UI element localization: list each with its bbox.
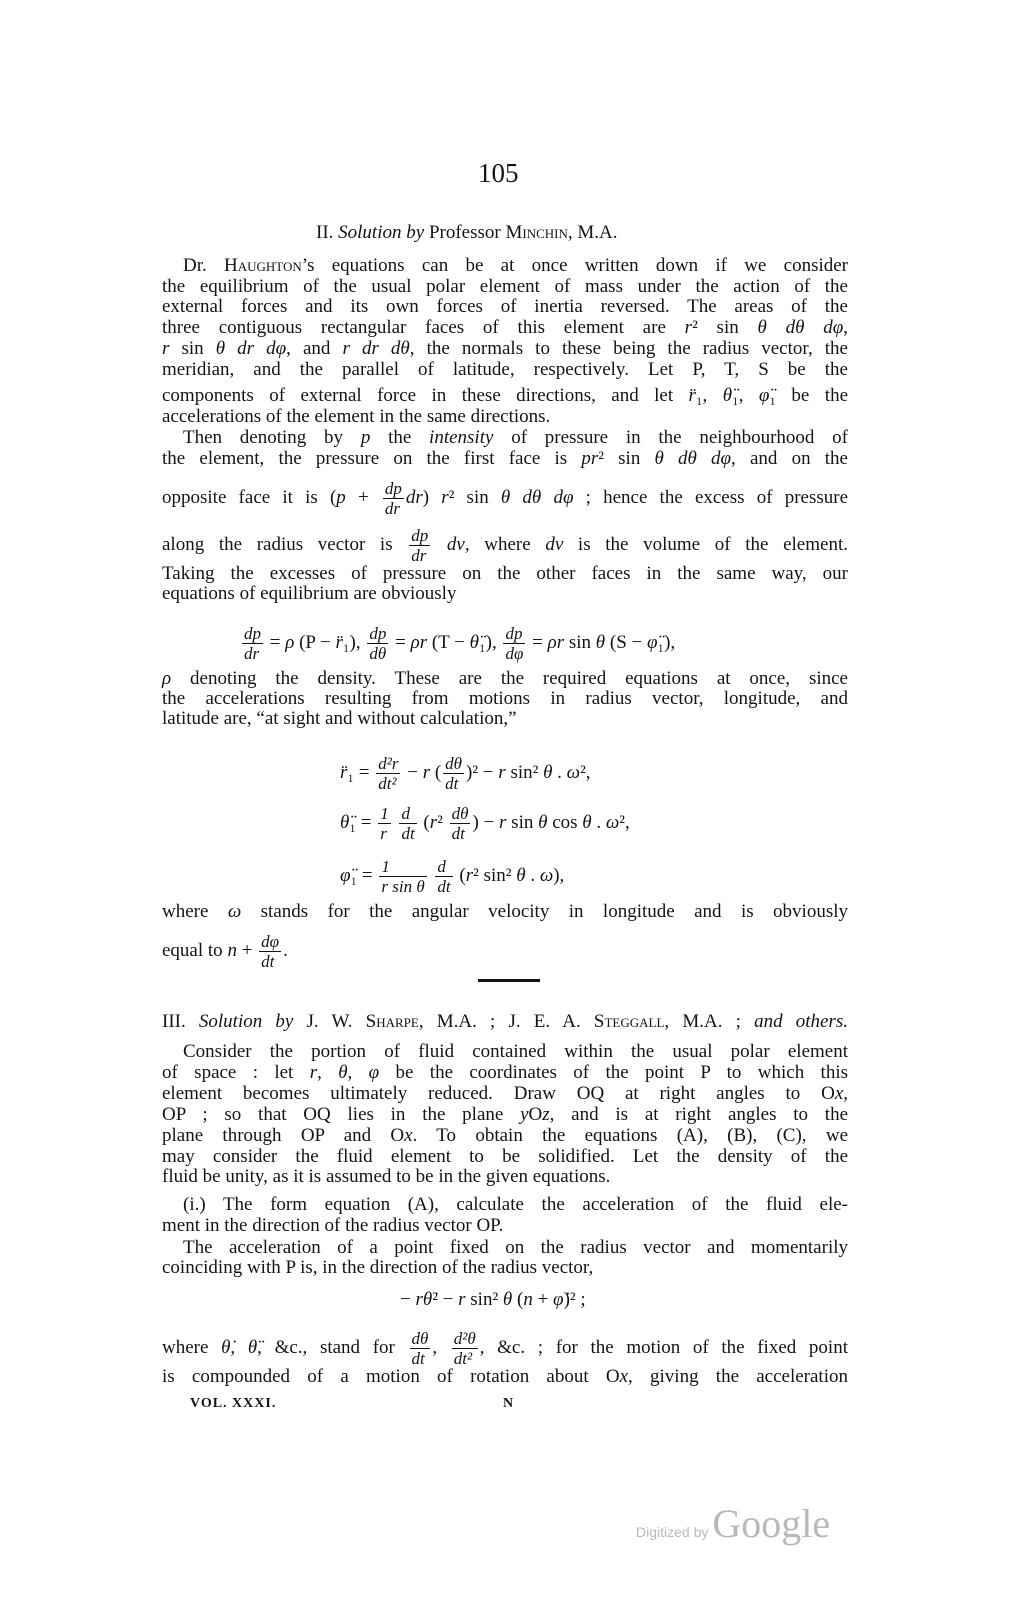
text-run: stands for the angular velocity in longitude and is obviously <box>241 901 848 922</box>
text-run: , &c. ; for the motion of the fixed point <box>479 1336 848 1358</box>
paragraph-line <box>183 255 848 277</box>
text-run: ² sin <box>692 317 758 338</box>
fraction <box>443 754 464 793</box>
text-run: ( <box>512 1289 524 1310</box>
paragraph-line <box>162 338 848 360</box>
text-run: (P − <box>294 631 336 653</box>
fraction <box>379 857 426 896</box>
paragraph-line <box>162 1366 848 1388</box>
italic-run: θ <box>538 811 548 833</box>
text-run: fluid be unity, as it is assumed to be in the given equations. <box>162 1166 611 1187</box>
text-run: ² <box>437 811 448 833</box>
italic-run: r̈ <box>688 385 696 406</box>
italic-run: Solution by <box>338 222 425 243</box>
italic-run: θ̇ <box>221 1336 231 1358</box>
paragraph-line <box>162 1166 848 1188</box>
text-run: ² − <box>432 1289 459 1310</box>
text-run: − <box>402 761 423 783</box>
text-run: ), <box>553 864 565 886</box>
fraction-numerator: d²r <box>378 754 399 773</box>
section-heading-iii <box>162 1011 848 1033</box>
fraction-numerator: d²θ <box>453 1329 476 1348</box>
text-run: (i.) The form equation (A), calculate the acceleration of the fluid ele- <box>183 1194 848 1215</box>
italic-run: ω <box>605 811 620 833</box>
fraction <box>376 754 400 793</box>
text-run: three contiguous rectangular faces of this element are <box>162 317 685 338</box>
fraction-numerator: dθ <box>411 1329 429 1348</box>
text-run: Then denoting by <box>183 427 361 448</box>
section-heading-ii <box>316 222 617 244</box>
text-run: sin <box>169 338 216 359</box>
italic-run: r <box>429 811 438 833</box>
fraction-denominator: dr <box>384 499 400 518</box>
equation-theta1 <box>340 804 630 843</box>
volume-label: VOL. XXXI. <box>190 1396 277 1411</box>
text-run: J. W. <box>293 1011 366 1032</box>
fraction-denominator: dt <box>445 774 459 793</box>
text-run: ment in the direction of the radius vector OP. <box>162 1215 504 1236</box>
italic-run: x <box>619 1366 629 1387</box>
italic-run: p <box>360 427 371 448</box>
text-run: , and is at right angles to the <box>549 1104 848 1125</box>
italic-run: θ <box>516 864 526 886</box>
text-run: sin <box>564 631 596 653</box>
fraction-numerator: dθ <box>445 754 463 773</box>
paragraph-line <box>162 479 848 518</box>
paragraph-line <box>162 1062 848 1084</box>
text-run: ( <box>454 864 466 886</box>
fraction <box>409 526 430 565</box>
fraction-denominator: dt <box>401 824 415 843</box>
italic-run: θ dθ dφ <box>654 448 732 469</box>
italic-run: n <box>227 939 237 961</box>
text-run: of pressure in the neighbourhood of <box>493 427 848 448</box>
digitized-watermark <box>636 1500 830 1547</box>
text-run: ’s equations can be at once written down if we consider <box>301 255 849 276</box>
fraction-numerator: dp <box>244 624 261 643</box>
italic-run: r <box>684 317 693 338</box>
text-run: Taking the excesses of pressure on the other faces in the same way, our <box>162 563 848 584</box>
text-run: ₁ = <box>347 761 375 783</box>
paragraph-line <box>162 563 848 585</box>
fraction-numerator: d <box>399 804 416 824</box>
fraction <box>378 804 391 843</box>
text-run: coinciding with P is, in the direction of the radius vector, <box>162 1257 594 1278</box>
fraction-denominator: dθ <box>369 644 387 663</box>
text-run: OP ; so that OQ lies in the plane <box>162 1104 521 1125</box>
text-run: ₁ = <box>350 864 378 886</box>
fraction <box>242 624 263 663</box>
italic-run: θ̈ <box>340 811 350 833</box>
italic-run: θ <box>595 631 606 653</box>
fraction <box>410 1329 431 1368</box>
italic-run: pr <box>581 448 599 469</box>
italic-run: θ <box>502 1289 513 1310</box>
text-run: ( <box>418 811 430 833</box>
equilibrium-equations <box>240 624 675 663</box>
fraction-denominator: dt² <box>453 1349 473 1368</box>
paragraph-line <box>162 359 848 381</box>
text-run: cos <box>547 811 583 833</box>
text-run: )² ; <box>563 1289 586 1310</box>
italic-run: φ̈ <box>758 385 770 406</box>
paragraph-line <box>162 1104 848 1126</box>
paragraph-line <box>162 448 848 470</box>
italic-run: r <box>499 811 507 833</box>
text-run: is compounded of a motion of rotation about O <box>162 1366 620 1387</box>
text-run: denoting the density. These are the required equations at once, since <box>171 668 848 689</box>
italic-run: θ dr dφ <box>215 338 287 359</box>
text-run: along the radius vector is <box>162 533 408 555</box>
text-run: may consider the fluid element to be solidified. Let the density of the <box>162 1146 848 1167</box>
fraction-denominator: r <box>380 824 387 843</box>
paragraph-line <box>162 688 848 710</box>
google-logo: Google <box>712 1501 831 1546</box>
italic-run: r̈ <box>335 631 343 653</box>
italic-run: θ dθ dφ <box>500 486 574 508</box>
text-run: ² sin <box>448 486 501 508</box>
text-run: , &c., stand for <box>257 1336 408 1358</box>
text-run: ( <box>430 761 442 783</box>
fraction-numerator: 1 <box>380 804 389 823</box>
italic-run: r <box>498 761 506 783</box>
text-run: II. <box>316 222 339 243</box>
text-run: O <box>528 1104 543 1125</box>
fraction <box>435 857 452 896</box>
italic-run: Solution by <box>198 1011 294 1032</box>
italic-run: θ dθ dφ <box>757 317 844 338</box>
text-run: . To obtain the equations (A), (B), (C), we <box>412 1125 848 1146</box>
paragraph-line <box>162 385 848 407</box>
text-run: , giving the acceleration <box>628 1366 848 1387</box>
text-run: ₁), <box>657 631 676 653</box>
small-caps-name: Steggall <box>593 1011 665 1032</box>
small-caps-name: Haughton <box>224 255 302 276</box>
paragraph-line <box>162 932 288 971</box>
text-run: the <box>370 427 430 448</box>
italic-run: x <box>834 1083 844 1104</box>
fraction-numerator: 1 <box>379 857 426 877</box>
text-run: . <box>525 864 540 886</box>
text-run: where <box>162 901 228 922</box>
text-run: ; hence the excess of pressure <box>573 486 849 508</box>
equation-r1 <box>340 754 591 793</box>
text-run: , <box>843 317 849 338</box>
paragraph-line <box>162 296 848 318</box>
fraction <box>450 804 471 843</box>
italic-run: ρr <box>410 631 428 653</box>
paragraph-line <box>162 1215 848 1237</box>
italic-run: r̈ <box>340 761 348 783</box>
text-run <box>429 865 434 886</box>
text-run: Consider the portion of fluid contained within the usual polar element <box>183 1041 848 1062</box>
fraction-denominator: dt <box>261 952 275 971</box>
fraction-numerator: dp <box>411 526 429 545</box>
text-run: . <box>283 939 288 961</box>
text-run: is the volume of the element. <box>563 533 848 555</box>
text-run: accelerations of the element in the same directions. <box>162 406 551 427</box>
text-run: , <box>432 1336 450 1358</box>
text-run <box>393 812 398 833</box>
fraction-denominator: dt² <box>378 774 397 793</box>
paragraph-line <box>162 668 848 690</box>
fraction-numerator: dp <box>369 624 387 643</box>
text-run: ² sin <box>598 448 655 469</box>
paragraph-line <box>183 1041 848 1063</box>
italic-run: φ̇ <box>553 1289 564 1310</box>
text-run <box>432 534 447 555</box>
text-run: The acceleration of a point fixed on the radius vector and momentarily <box>183 1237 848 1258</box>
fraction-denominator: dt <box>451 824 465 843</box>
italic-run: φ <box>368 1062 380 1083</box>
italic-run: z <box>542 1104 550 1125</box>
italic-run: and others. <box>754 1011 848 1032</box>
text-run: + <box>532 1289 554 1310</box>
paragraph-line <box>162 406 848 428</box>
text-run: . <box>591 811 606 833</box>
text-run: the accelerations resulting from motions in radius vector, longitude, and <box>162 688 848 709</box>
equation-phi1 <box>340 857 564 896</box>
signature-mark: N <box>503 1396 515 1411</box>
italic-run: intensity <box>429 427 494 448</box>
paragraph-line <box>183 1194 848 1216</box>
fraction-denominator: dt <box>437 877 451 896</box>
paragraph-line <box>162 583 848 605</box>
italic-run: θ <box>582 811 592 833</box>
paragraph-line <box>183 1237 848 1259</box>
paragraph-line <box>162 901 848 923</box>
text-run: ₁ be the <box>769 385 848 406</box>
text-run: Professor <box>424 222 506 243</box>
italic-run: ω <box>539 864 554 886</box>
paragraph-line <box>162 526 848 565</box>
small-caps-name: Minchin <box>505 222 568 243</box>
text-run: = <box>390 631 411 653</box>
italic-run: x <box>404 1125 413 1146</box>
text-run: , <box>230 1336 248 1358</box>
text-run: ₁, <box>732 385 759 406</box>
text-run: , where <box>464 533 546 555</box>
italic-run: ρ <box>162 668 172 689</box>
italic-run: r <box>465 864 474 886</box>
italic-run: φ̈ <box>646 631 658 653</box>
paragraph-line <box>183 427 848 449</box>
fraction-numerator: dθ <box>451 804 469 823</box>
fraction <box>452 1329 478 1368</box>
text-run: , M.A. <box>567 222 618 243</box>
text-run: (T − <box>427 631 470 653</box>
fraction-numerator: d <box>435 857 452 877</box>
text-run: , <box>843 1083 848 1104</box>
italic-run: r <box>441 486 449 508</box>
small-caps-name: Sharpe <box>365 1011 419 1032</box>
text-run: element becomes ultimately reduced. Draw OQ at right angles to O <box>162 1083 835 1104</box>
fraction <box>259 932 281 971</box>
italic-run: θ̈ <box>722 385 733 406</box>
text-run: sin² <box>505 761 544 783</box>
text-run: latitude are, “at sight and without calculation,” <box>162 708 517 729</box>
italic-run: dv <box>446 533 465 555</box>
text-run: ² sin² <box>473 864 517 886</box>
italic-run: ρr <box>547 631 565 653</box>
text-run: III. <box>162 1011 199 1032</box>
text-run: + <box>345 486 381 508</box>
italic-run: r dr dθ <box>342 338 410 359</box>
text-run: , and on the <box>731 448 848 469</box>
text-run: , <box>347 1062 369 1083</box>
fraction-denominator: dr <box>244 644 260 663</box>
text-run: where <box>162 1336 222 1358</box>
paragraph-line <box>162 1125 848 1147</box>
text-run: ², <box>619 811 630 833</box>
paragraph-line <box>162 1083 848 1105</box>
text-run: − <box>400 1289 416 1310</box>
text-run: of space : let <box>162 1062 310 1083</box>
text-run: ₁), <box>342 631 366 653</box>
italic-run: θ <box>338 1062 348 1083</box>
fraction-numerator: dp <box>384 479 402 498</box>
paragraph-line <box>162 276 848 298</box>
text-run: ) <box>422 486 442 508</box>
italic-run: ω <box>227 901 242 922</box>
italic-run: ρ <box>285 631 295 653</box>
text-run: components of external force in these directions, and let <box>162 385 689 406</box>
italic-run: r <box>162 338 170 359</box>
text-run: Dr. <box>183 255 225 276</box>
italic-run: r <box>458 1289 466 1310</box>
italic-run: ω <box>566 761 581 783</box>
text-run: meridian, and the parallel of latitude, respectively. Let P, T, S be the <box>162 359 848 380</box>
italic-run: θ̈ <box>469 631 479 653</box>
text-run: ₁, <box>695 385 723 406</box>
fraction <box>367 624 388 663</box>
italic-run: dr <box>405 486 423 508</box>
text-run: equations of equilibrium are obviously <box>162 583 457 604</box>
text-run: , the normals to these being the radius vector, the <box>409 338 848 359</box>
fraction-numerator: dφ <box>261 932 280 951</box>
page-number: 105 <box>478 158 519 188</box>
italic-run: θ <box>543 761 553 783</box>
fraction-denominator: dt <box>411 1349 425 1368</box>
italic-run: φ̈ <box>340 864 351 886</box>
italic-run: y <box>520 1104 529 1125</box>
italic-run: θ̈ <box>247 1336 258 1358</box>
italic-run: r <box>422 761 431 783</box>
section-divider <box>478 979 540 982</box>
text-run: = <box>527 631 548 653</box>
italic-run: n <box>523 1289 533 1310</box>
paragraph-line <box>162 708 848 730</box>
italic-run: rθ̇ <box>415 1289 433 1310</box>
text-run: , <box>317 1062 339 1083</box>
paragraph-line <box>162 317 848 339</box>
text-run: , M.A. ; <box>664 1011 755 1032</box>
paragraph-line <box>162 1329 848 1368</box>
acceleration-equation <box>400 1289 586 1311</box>
paragraph-line <box>162 1146 848 1168</box>
text-run: (S − <box>605 631 647 653</box>
italic-run: r <box>309 1062 318 1083</box>
text-run: = <box>265 631 286 653</box>
fraction-denominator: r sin θ <box>381 877 425 896</box>
paragraph-line <box>162 1257 848 1279</box>
text-run: ², <box>580 761 591 783</box>
text-run: )² − <box>466 761 499 783</box>
fraction-denominator: dφ <box>505 644 524 663</box>
fraction-numerator: dp <box>503 624 525 644</box>
text-run: , M.A. ; J. E. A. <box>418 1011 594 1032</box>
text-run: ) − <box>472 811 500 833</box>
fraction-denominator: dr <box>411 546 427 565</box>
fraction <box>399 804 416 843</box>
text-run: ₁ = <box>349 811 377 833</box>
italic-run: p <box>336 486 346 508</box>
text-run: , and <box>286 338 343 359</box>
text-run: sin <box>506 811 539 833</box>
text-run: the equilibrium of the usual polar element of mass under the action of the <box>162 276 848 297</box>
text-run: sin² <box>465 1289 503 1310</box>
watermark-prefix: Digitized by <box>636 1524 709 1540</box>
text-run: plane through OP and O <box>162 1125 405 1146</box>
text-run: equal to <box>162 939 228 961</box>
text-run: be the coordinates of the point P to which this <box>379 1062 849 1083</box>
text-run: . <box>552 761 567 783</box>
text-run: ₁), <box>479 631 502 653</box>
text-run: the element, the pressure on the first face is <box>162 448 582 469</box>
text-run: opposite face it is ( <box>162 486 337 508</box>
fraction <box>503 624 525 663</box>
italic-run: dv <box>545 533 564 555</box>
fraction <box>383 479 404 518</box>
text-run: + <box>236 939 258 961</box>
text-run: external forces and its own forces of inertia reversed. The areas of the <box>162 296 848 317</box>
